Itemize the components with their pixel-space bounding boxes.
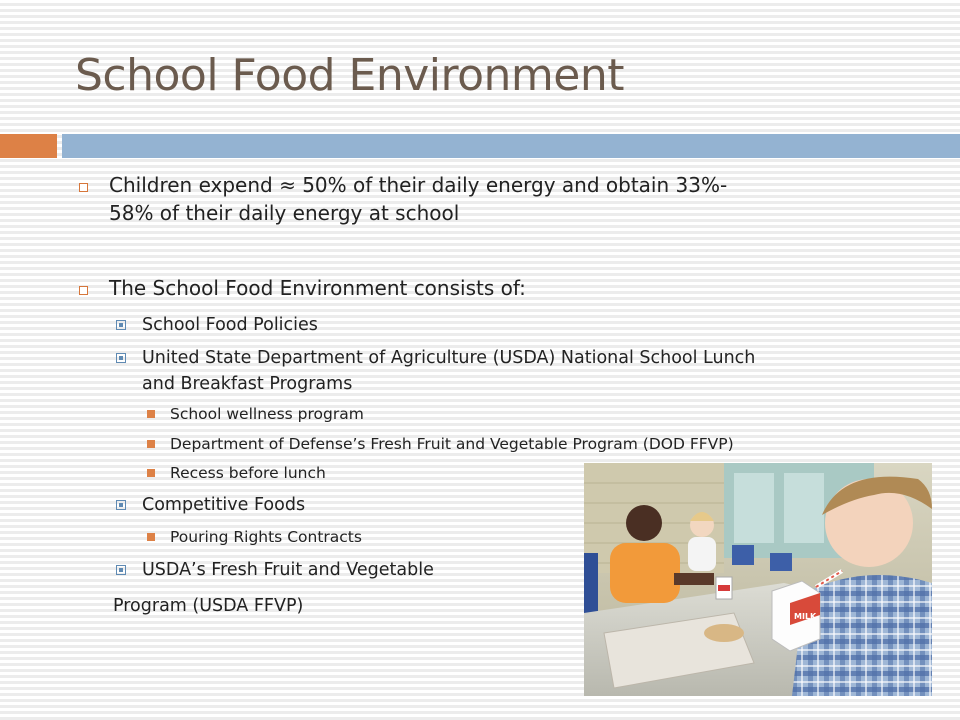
filled-square-bullet-icon bbox=[147, 533, 155, 541]
filled-square-bullet-icon bbox=[147, 440, 155, 448]
square-bullet-icon bbox=[116, 320, 126, 330]
filled-square-bullet-icon bbox=[147, 410, 155, 418]
square-bullet-icon bbox=[116, 500, 126, 510]
milk-carton-icon bbox=[772, 581, 820, 651]
svg-text:MILK: MILK bbox=[794, 612, 817, 621]
cafeteria-photo bbox=[584, 463, 932, 696]
bullet-text: Children expend ≈ 50% of their daily energy and obtain 33%- bbox=[109, 173, 728, 197]
sub-sub-bullet-text: School wellness program bbox=[170, 405, 364, 423]
square-bullet-icon bbox=[116, 353, 126, 363]
slide-title: School Food Environment bbox=[75, 50, 625, 101]
sub-bullet-text-continued: and Breakfast Programs bbox=[142, 374, 353, 394]
sub-bullet-text: United State Department of Agriculture (USDA) National School Lunch bbox=[142, 348, 756, 368]
hollow-square-bullet-icon bbox=[79, 286, 88, 295]
filled-square-bullet-icon bbox=[147, 469, 155, 477]
sub-sub-bullet-text: Recess before lunch bbox=[170, 464, 326, 482]
sub-sub-bullet-text: Department of Defense’s Fresh Fruit and Vegetable Program (DOD FFVP) bbox=[170, 435, 734, 453]
bullet-text: The School Food Environment consists of: bbox=[109, 276, 526, 300]
hollow-square-bullet-icon bbox=[79, 183, 88, 192]
sub-bullet-text: USDA’s Fresh Fruit and Vegetable bbox=[142, 560, 434, 580]
sub-sub-bullet-text: Pouring Rights Contracts bbox=[170, 528, 362, 546]
bullet-text-continued: 58% of their daily energy at school bbox=[109, 201, 460, 225]
sub-bullet-text: Competitive Foods bbox=[142, 495, 306, 515]
sub-bullet-text: School Food Policies bbox=[142, 315, 318, 335]
cafeteria-photo-illustration bbox=[584, 463, 932, 696]
sub-bullet-text-continued: Program (USDA FFVP) bbox=[113, 596, 304, 616]
square-bullet-icon bbox=[116, 565, 126, 575]
